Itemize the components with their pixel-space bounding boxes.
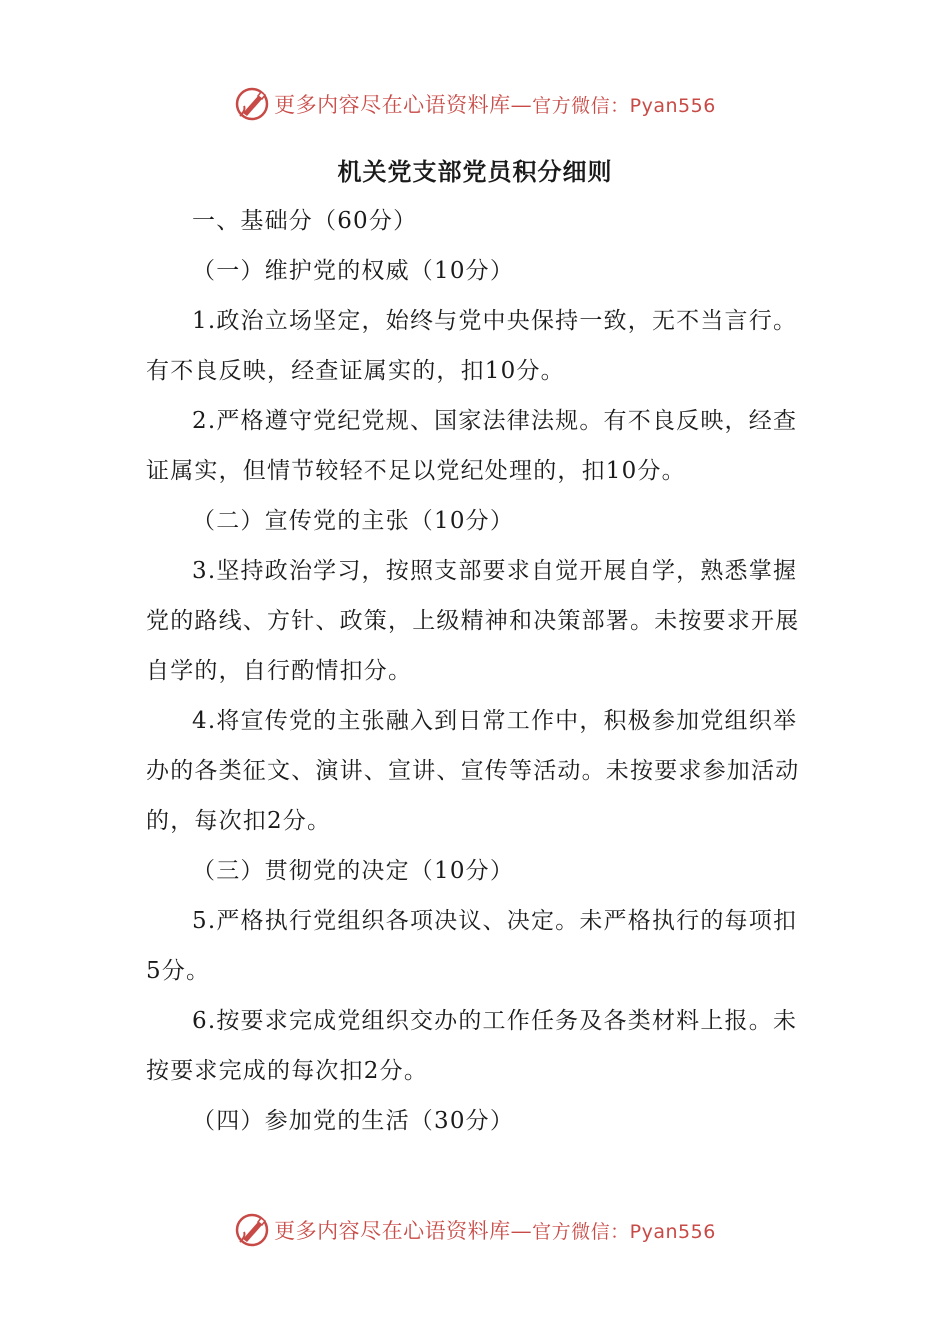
subsection-heading: （四）参加党的生活（30分） [192, 1108, 515, 1134]
document-body [146, 196, 812, 1146]
pen-circle-logo-icon [234, 86, 270, 122]
watermark-slogan: 更多内容尽在心语资料库 [274, 93, 511, 117]
subsection-heading: （二）宣传党的主张（10分） [192, 508, 515, 534]
watermark-banner-bottom [0, 1210, 950, 1250]
rule-item: 4.将宣传党的主张融入到日常工作中，积极参加党组织举办的各类征文、演讲、宣讲、宣传等活动。未按要求参加活动的，每次扣2分。 [146, 708, 800, 834]
subsection-heading: （三）贯彻党的决定（10分） [192, 858, 515, 884]
rule-item: 3.坚持政治学习，按照支部要求自觉开展自学，熟悉掌握党的路线、方针、政策，上级精神和决策部署。未按要求开展自学的，自行酌情扣分。 [146, 558, 800, 684]
rule-item: 2.严格遵守党纪党规、国家法律法规。有不良反映，经查证属实，但情节较轻不足以党纪处理的，扣10分。 [146, 408, 798, 484]
rule-item: 1.政治立场坚定，始终与党中央保持一致，无不当言行。有不良反映，经查证属实的，扣10分。 [146, 308, 798, 384]
watermark-text [274, 89, 716, 119]
watermark-banner-top [0, 84, 950, 124]
pen-circle-logo-icon [234, 1212, 270, 1248]
subsection-heading: （一）维护党的权威（10分） [192, 258, 515, 284]
watermark-contact: 官方微信：Pyan556 [532, 1221, 716, 1243]
watermark-slogan: 更多内容尽在心语资料库 [274, 1219, 511, 1243]
rule-item: 6.按要求完成党组织交办的工作任务及各类材料上报。未按要求完成的每次扣2分。 [146, 1008, 798, 1084]
section-heading: 一、基础分（60分） [192, 208, 418, 234]
watermark-dash: — [510, 93, 533, 117]
document-title: 机关党支部党员积分细则 [337, 157, 613, 186]
watermark-text [274, 1215, 716, 1245]
rule-item: 5.严格执行党组织各项决议、决定。未严格执行的每项扣5分。 [146, 908, 798, 984]
watermark-dash: — [510, 1219, 533, 1243]
watermark-contact: 官方微信：Pyan556 [532, 95, 716, 117]
